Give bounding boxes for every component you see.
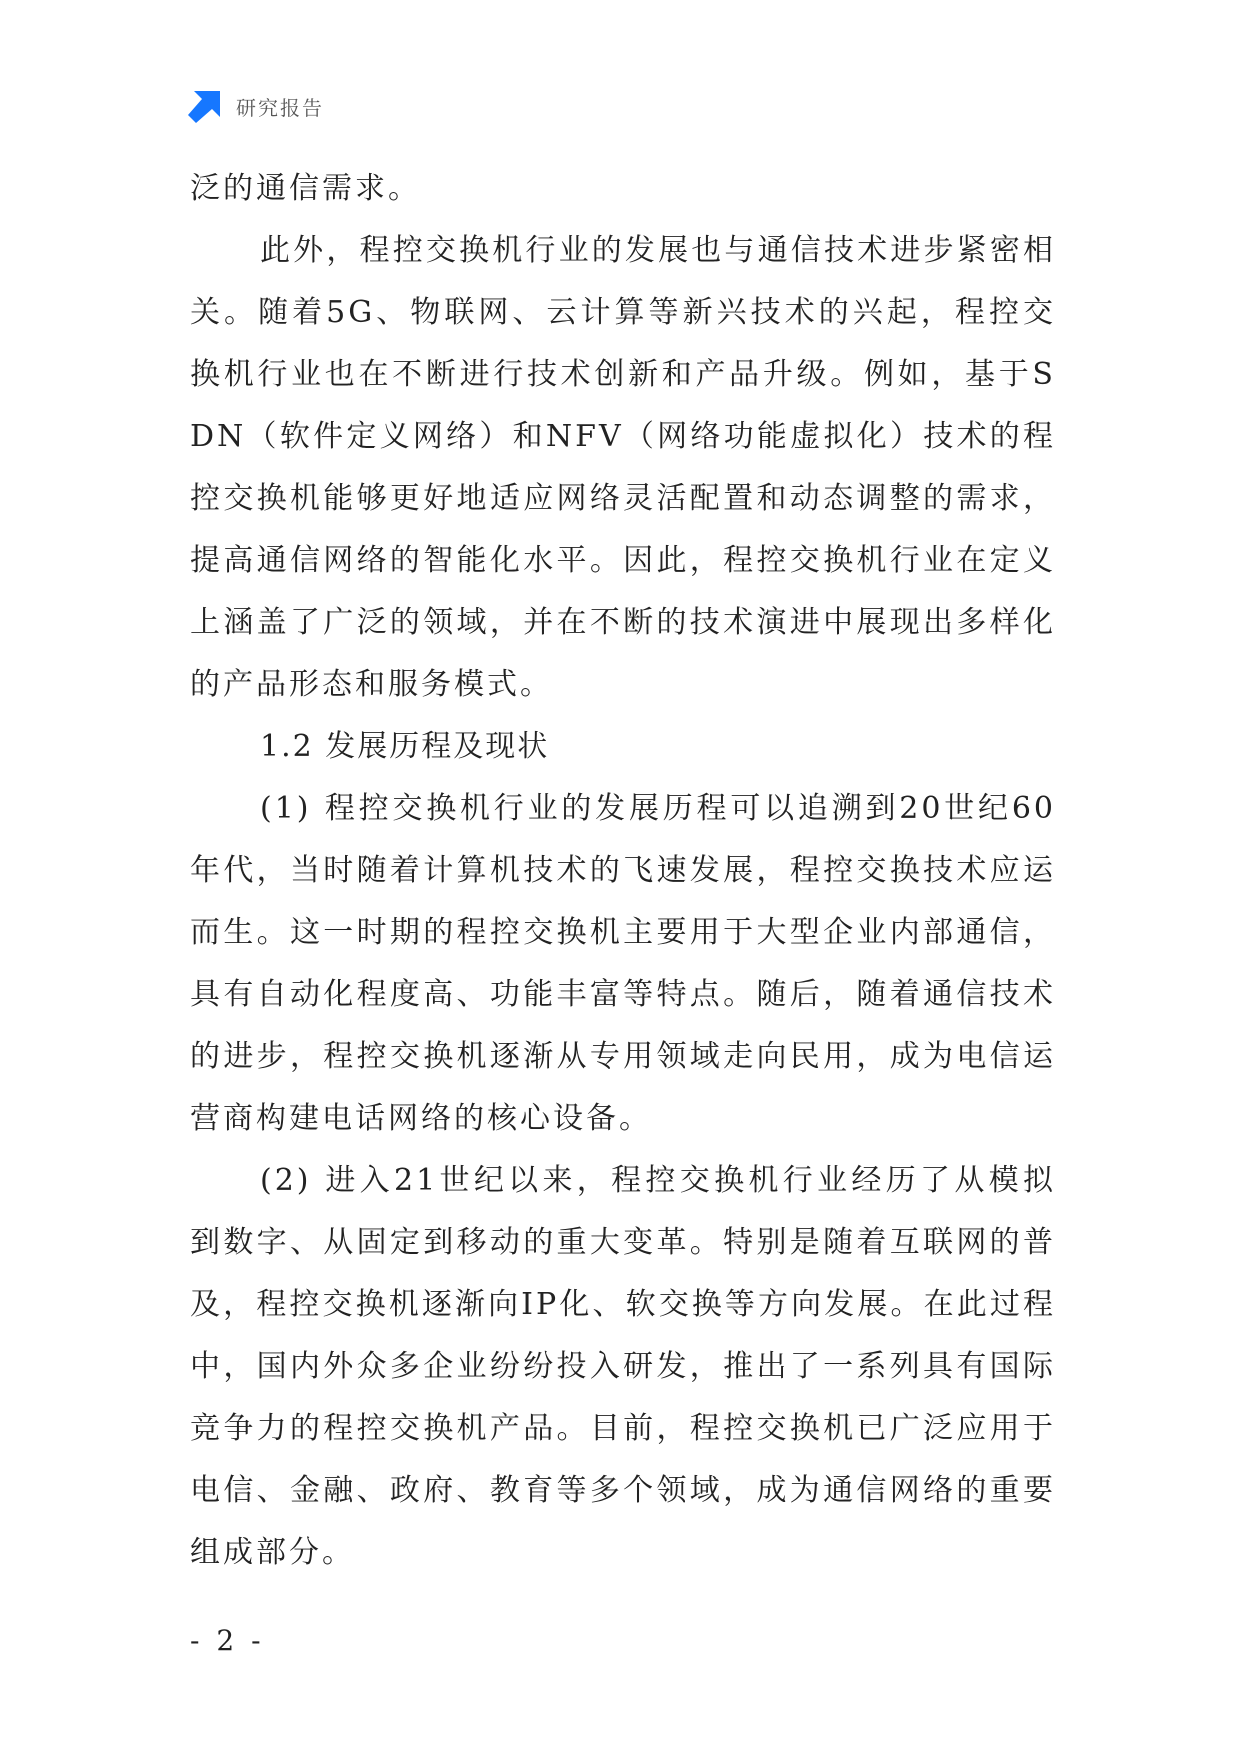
page-number: - 2 - xyxy=(190,1624,265,1657)
paragraph-definition: 此外，程控交换机行业的发展也与通信技术进步紧密相关。随着5G、物联网、云计算等新兴技术的兴起，程控交换机行业也在不断进行技术创新和产品升级。例如，基于SDN（软件定义网络）和NFV（网络功能虚拟化）技术的程控交换机能够更好地适应网络灵活配置和动态调整的需求，提高通信网络的智能化水平。因此，程控交换机行业在定义上涵盖了广泛的领域，并在不断的技术演进中展现出多样化的产品形态和服务模式。 xyxy=(190,233,1056,702)
header-title: 研究报告 xyxy=(236,95,324,120)
paragraph-history-2: (2) 进入21世纪以来，程控交换机行业经历了从模拟到数字、从固定到移动的重大变革。特别是随着互联网的普及，程控交换机逐渐向IP化、软交换等方向发展。在此过程中，国内外众多企业纷纷投入研发，推出了一系列具有国际竞争力的程控交换机产品。目前，程控交换机已广泛应用于电信、金融、政府、教育等多个领域，成为通信网络的重要组成部分。 xyxy=(190,1163,1056,1570)
paragraph-history-1: (1) 程控交换机行业的发展历程可以追溯到20世纪60年代，当时随着计算机技术的飞速发展，程控交换技术应运而生。这一时期的程控交换机主要用于大型企业内部通信，具有自动化程度高、功能丰富等特点。随后，随着通信技术的进步，程控交换机逐渐从专用领域走向民用，成为电信运营商构建电话网络的核心设备。 xyxy=(190,791,1056,1136)
arrow-up-right-icon xyxy=(188,89,222,123)
section-heading: 1.2 发展历程及现状 xyxy=(260,729,550,764)
document-body xyxy=(190,158,1056,1584)
page-header xyxy=(188,88,324,124)
paragraph-continuation: 泛的通信需求。 xyxy=(190,171,421,206)
